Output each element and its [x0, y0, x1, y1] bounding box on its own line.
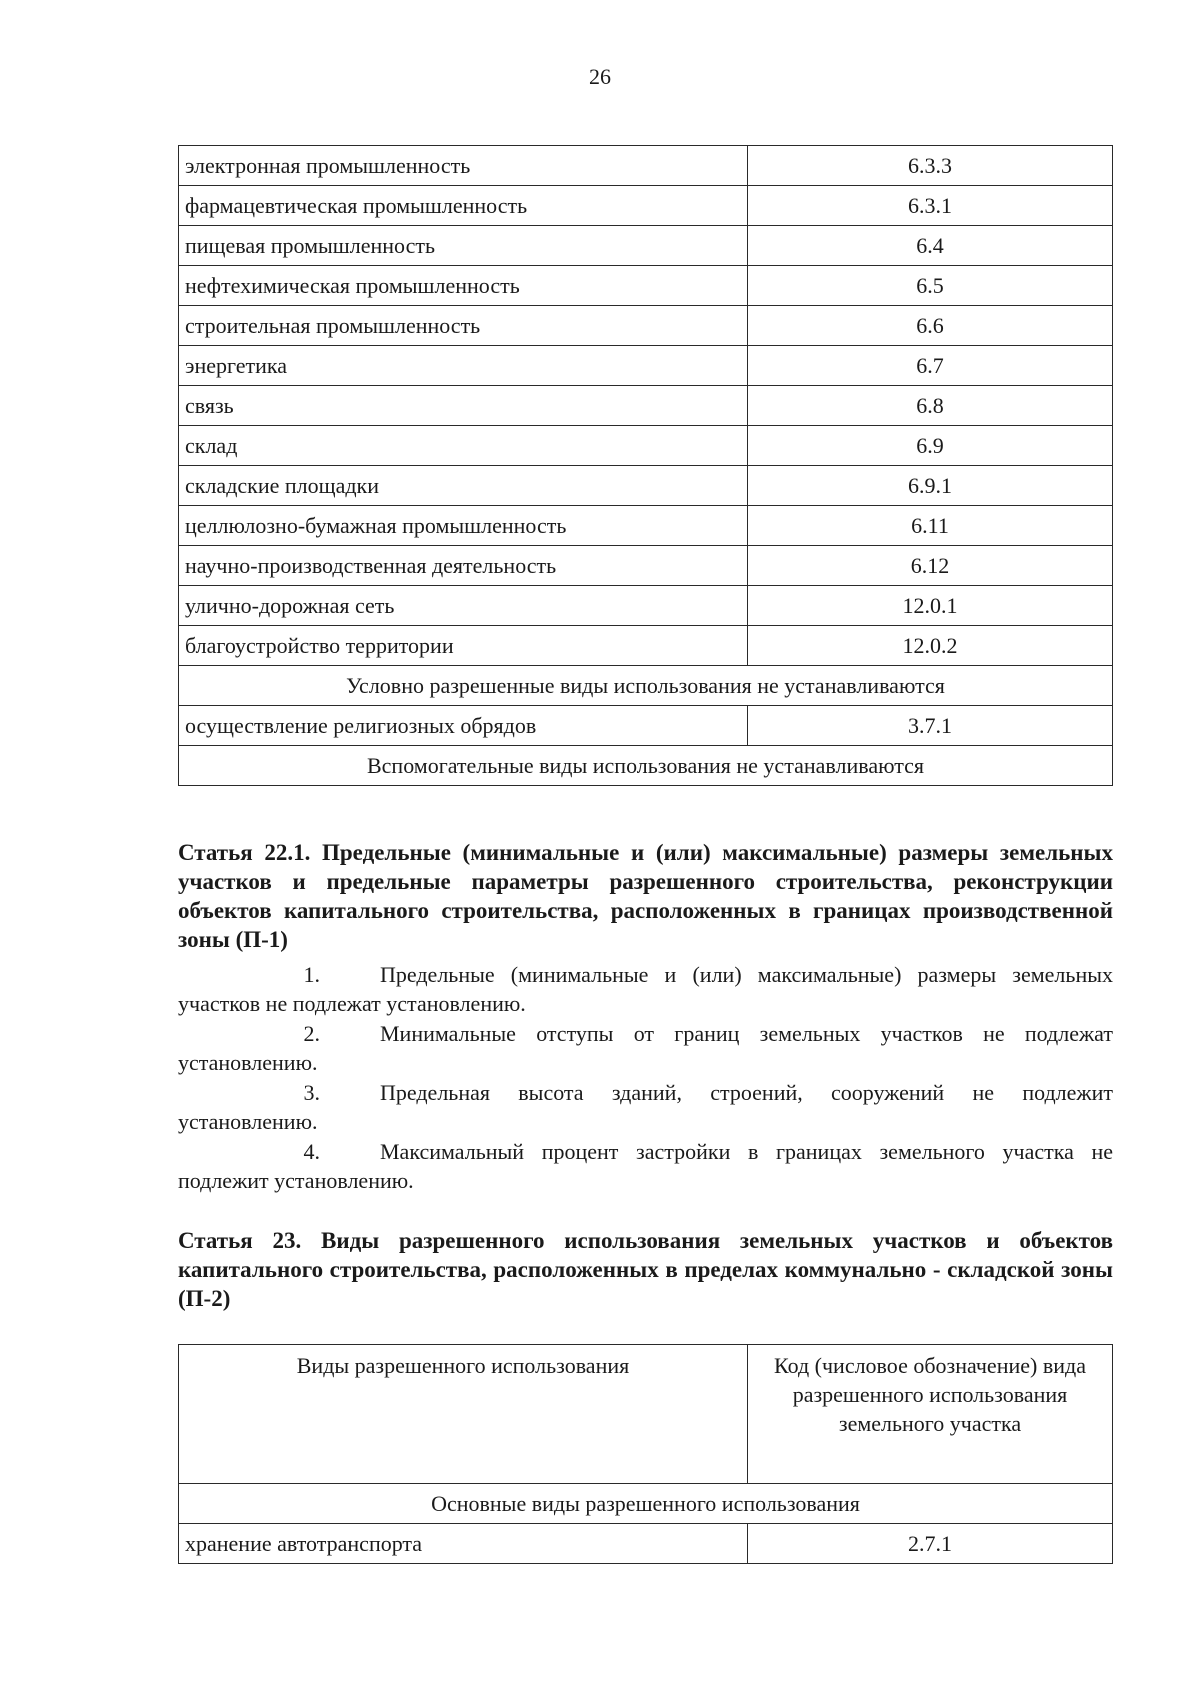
table-row	[179, 466, 1113, 506]
use-code-cell: 6.8	[748, 386, 1113, 426]
table-row	[179, 186, 1113, 226]
section-header-main: Основные виды разрешенного использования	[179, 1484, 1113, 1524]
use-name-cell: связь	[179, 386, 748, 426]
table-row	[179, 146, 1113, 186]
clause-number: 4.	[303, 1139, 320, 1164]
clause-text: Минимальные отступы от границ земельных участков не подлежат установлению.	[178, 1021, 1113, 1075]
table-row	[179, 346, 1113, 386]
use-code-cell: 6.4	[748, 226, 1113, 266]
use-name-cell: пищевая промышленность	[179, 226, 748, 266]
clause-item	[178, 1137, 1113, 1195]
table-row	[179, 386, 1113, 426]
permitted-use-table-p2	[178, 1344, 1113, 1564]
table-row	[179, 626, 1113, 666]
use-code-cell: 6.6	[748, 306, 1113, 346]
use-code-cell: 6.7	[748, 346, 1113, 386]
use-code-cell: 6.11	[748, 506, 1113, 546]
table-row	[179, 266, 1113, 306]
section-header-conditional: Условно разрешенные виды использования не устанавливаются	[179, 666, 1113, 706]
clause-text: Максимальный процент застройки в границах земельного участка не подлежит установлению.	[178, 1139, 1113, 1193]
clause-text: Предельная высота зданий, строений, сооружений не подлежит установлению.	[178, 1080, 1113, 1134]
article-22-1-clauses	[178, 960, 1113, 1196]
page-number: 26	[589, 64, 611, 89]
table-row	[179, 706, 1113, 746]
table-row	[179, 586, 1113, 626]
use-code-cell: 3.7.1	[748, 706, 1113, 746]
clause-number: 3.	[303, 1080, 320, 1105]
use-name-cell: хранение автотранспорта	[179, 1524, 748, 1564]
use-name-cell: энергетика	[179, 346, 748, 386]
table-row	[179, 506, 1113, 546]
column-header-code: Код (числовое обозначение) вида разрешенного использования земельного участка	[748, 1345, 1113, 1484]
clause-item	[178, 1078, 1113, 1136]
use-name-cell: научно-производственная деятельность	[179, 546, 748, 586]
table-row	[179, 546, 1113, 586]
use-code-cell: 6.3.1	[748, 186, 1113, 226]
section-row-main	[179, 1484, 1113, 1524]
use-name-cell: электронная промышленность	[179, 146, 748, 186]
use-name-cell: нефтехимическая промышленность	[179, 266, 748, 306]
section-header-auxiliary: Вспомогательные виды использования не устанавливаются	[179, 746, 1113, 786]
use-name-cell: строительная промышленность	[179, 306, 748, 346]
use-code-cell: 2.7.1	[748, 1524, 1113, 1564]
use-name-cell: склад	[179, 426, 748, 466]
use-name-cell: складские площадки	[179, 466, 748, 506]
clause-text: Предельные (минимальные и (или) максимальные) размеры земельных участков не подлежат установлению.	[178, 962, 1113, 1016]
clause-item	[178, 960, 1113, 1018]
use-name-cell: благоустройство территории	[179, 626, 748, 666]
use-code-cell: 6.3.3	[748, 146, 1113, 186]
section-row-auxiliary	[179, 746, 1113, 786]
table-row	[179, 1524, 1113, 1564]
article-22-1-heading: Статья 22.1. Предельные (минимальные и (или) максимальные) размеры земельных участков и предельные параметры разрешенного строительства, реконструкции объектов капитального строительства, расположенных в границах производственной зоны (П-1)	[178, 840, 1113, 952]
use-code-cell: 6.9.1	[748, 466, 1113, 506]
table-row	[179, 306, 1113, 346]
table-row	[179, 426, 1113, 466]
use-code-cell: 6.12	[748, 546, 1113, 586]
permitted-use-table-body	[179, 146, 1113, 786]
use-name-cell: фармацевтическая промышленность	[179, 186, 748, 226]
section-row-conditional	[179, 666, 1113, 706]
article-23-heading: Статья 23. Виды разрешенного использования земельных участков и объектов капитального строительства, расположенных в пределах коммунально - складской зоны (П-2)	[178, 1228, 1113, 1311]
table-header-row	[179, 1345, 1113, 1484]
use-name-cell: целлюлозно-бумажная промышленность	[179, 506, 748, 546]
use-name-cell: улично-дорожная сеть	[179, 586, 748, 626]
clause-number: 1.	[303, 962, 320, 987]
clause-number: 2.	[303, 1021, 320, 1046]
use-code-cell: 12.0.1	[748, 586, 1113, 626]
use-code-cell: 6.5	[748, 266, 1113, 306]
use-name-cell: осуществление религиозных обрядов	[179, 706, 748, 746]
column-header-use-types: Виды разрешенного использования	[179, 1345, 748, 1484]
permitted-use-table-p1	[178, 145, 1113, 786]
use-code-cell: 12.0.2	[748, 626, 1113, 666]
table-row	[179, 226, 1113, 266]
use-code-cell: 6.9	[748, 426, 1113, 466]
clause-item	[178, 1019, 1113, 1077]
